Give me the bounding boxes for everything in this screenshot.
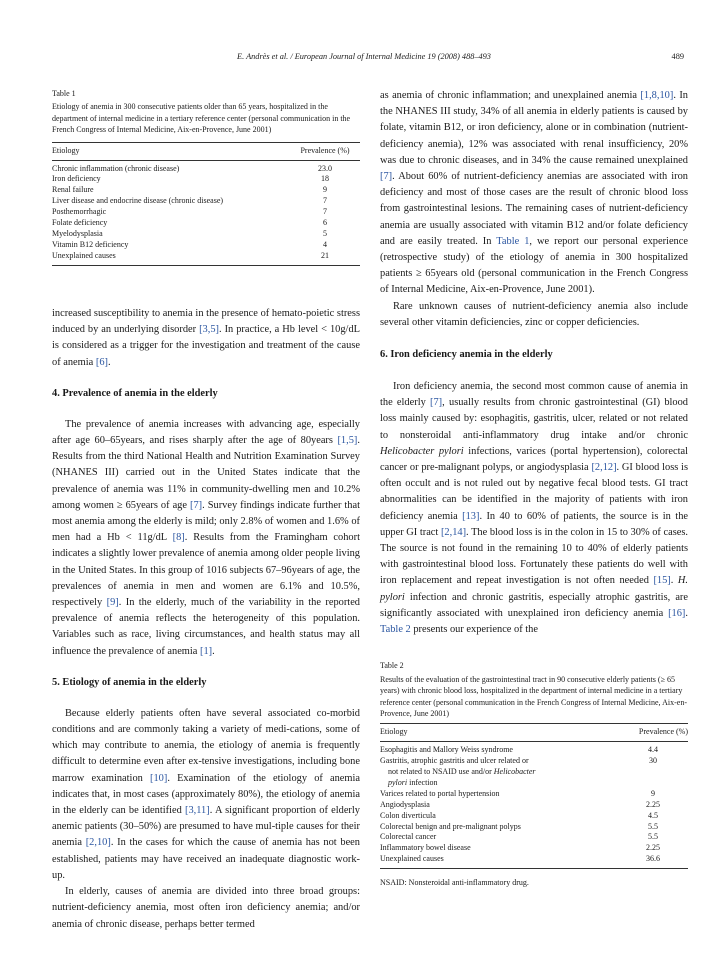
- text-run: . In 40 to 60% of patients, the source is in the upper GI tract: [380, 510, 688, 538]
- table-2-col-etiology: Etiology: [380, 724, 618, 742]
- text-run: . GI blood loss is often occult and is not ruled out by negative fecal blood tests. GI tract abnormalities can be identified in the majority of patients with iron deficiency anemia: [380, 462, 688, 522]
- text-run: .: [685, 607, 688, 619]
- citation-link[interactable]: [7]: [430, 397, 443, 409]
- table-2-label: Table 2: [380, 661, 404, 671]
- citation-link[interactable]: [15]: [653, 575, 671, 587]
- table-row: [52, 251, 360, 265]
- etiology-cell: Varices related to portal hypertension: [380, 788, 500, 798]
- table-row: [380, 742, 688, 756]
- citation-link[interactable]: [16]: [668, 607, 686, 619]
- text-run: not related to NSAID use and/or: [388, 767, 494, 777]
- text-run: .: [212, 645, 215, 657]
- right-column: [380, 88, 688, 887]
- table-2-header-row: [380, 724, 688, 742]
- table-2-grid: [380, 723, 688, 869]
- citation-link[interactable]: [2,10]: [85, 837, 111, 849]
- etiology-cell: Posthemorrhagic: [52, 207, 107, 217]
- citation-link[interactable]: [1]: [200, 645, 213, 657]
- table-row: [52, 174, 360, 185]
- paragraph-rare-causes: Rare unknown causes of nutrient-deficiency anemia also include several other vitamin deficiencies, zinc or copper deficiencies.: [380, 300, 688, 328]
- table-2-link[interactable]: Table 2: [380, 624, 411, 636]
- etiology-cell: Colon diverticula: [380, 810, 436, 820]
- prevalence-cell: 18: [321, 174, 329, 184]
- text-run: . In practice, a Hb level < 10g/dL is considered as a trigger for the investigation and treatment of the cause of anemia: [52, 324, 360, 368]
- text-run: Because elderly patients often have several associated co-morbid conditions and are commonly taking a variety of medi-cations, some of which may contribute to anemia, the etiology of anemia is frequently difficult to determine even after ex-tensive investigations, including bone marrow examination: [52, 707, 360, 784]
- prevalence-cell: 4.4: [648, 745, 658, 755]
- section-4-heading: 4. Prevalence of anemia in the elderly: [52, 387, 218, 399]
- text-run: , usually results from chronic gastrointestinal (GI) blood loss mainly caused by: esophagitis, gastritis, ulcer, related or not related to nonsteroidal anti-inflammatory drug intake and/or chronic: [380, 397, 688, 441]
- section-4-paragraph: [52, 417, 360, 660]
- citation-link[interactable]: [10]: [150, 772, 168, 784]
- prevalence-cell: 5: [323, 228, 327, 238]
- table-row: [380, 800, 688, 811]
- etiology-cell: Angiodysplasia: [380, 799, 430, 809]
- text-run: . In the cases for which the cause of anemia has not been established, patients may have received an inadequate diagnostic work-up.: [52, 837, 360, 881]
- citation-link[interactable]: [9]: [106, 597, 119, 609]
- etiology-cell: Vitamin B12 deficiency: [52, 239, 129, 249]
- section-5-paragraph-2: In elderly, causes of anemia are divided into three broad groups: nutrient-deficiency anemia, most often iron deficiency anemia; and/or anemia of chronic disease, perhaps better termed: [52, 886, 360, 930]
- etiology-cell: Iron deficiency: [52, 174, 101, 184]
- text-run: as anemia of chronic inflammation; and unexplained anemia: [380, 90, 641, 101]
- etiology-cell: [380, 756, 618, 789]
- prevalence-cell: 21: [290, 251, 360, 265]
- table-1: [52, 88, 360, 280]
- text-run: .: [670, 575, 678, 587]
- text-run: . About 60% of nutrient-deficiency anemias are associated with iron deficiency and most of those cases are the result of chronic blood loss from gastrointestinal lesions. The remaining cases of nutrient-deficiency anemia are usually associated with vitamin B12 and/or folate deficiency and are easily treated. In: [380, 171, 688, 247]
- text-run: infection: [407, 777, 438, 787]
- table-1-caption: [52, 88, 360, 136]
- table-1-label: Table 1: [52, 89, 76, 98]
- prevalence-cell: 23.0: [318, 163, 332, 173]
- table-row: [52, 185, 360, 196]
- etiology-line: [380, 778, 618, 789]
- prevalence-cell: 9: [323, 185, 327, 195]
- text-run: .: [107, 356, 111, 368]
- left-column: [52, 88, 360, 933]
- citation-link[interactable]: [2,12]: [591, 462, 617, 474]
- etiology-line: Gastritis, atrophic gastritis and ulcer related or: [380, 756, 529, 766]
- table-row: [380, 789, 688, 800]
- text-run: . In the elderly, much of the variability in the reported prevalence of anemia reflects the heterogeneity of this population. Variables such as race, living circumstances, and health status may all influence the prevalence of anemia: [52, 597, 360, 657]
- text-run: presents our experience of the: [410, 624, 538, 636]
- table-1-link[interactable]: Table 1: [496, 235, 530, 247]
- text-run: infection and chronic gastritis, especially atrophic gastritis, are significantly associated with unexplained iron deficiency anemia: [380, 591, 688, 619]
- table-row: [380, 832, 688, 843]
- table-1-grid: [52, 142, 360, 266]
- etiology-cell: Unexplained causes: [52, 251, 290, 265]
- table-2-caption-text: Results of the evaluation of the gastrointestinal tract in 90 consecutive elderly patients (≥ 65 years) with chronic blood loss, hospitalized in the department of internal medicine in a tertiary reference center (personal communication in the French Congress of Internal Medicine, Aix-en-Provence, June 2001): [380, 674, 687, 718]
- text-run: . A significant proportion of elderly anemic patients (30–50%) are presumed to have mul-tiple causes for their anemia: [52, 805, 360, 849]
- citation-link[interactable]: [2,14]: [440, 526, 467, 538]
- page-number: 489: [671, 52, 684, 61]
- table-2-caption: [380, 660, 688, 719]
- text-run: . Survey findings indicate further that most anemia among the elderly is mild; only 2.8% of women and 1.6% of men had a Hb < 11g/dL: [52, 499, 360, 544]
- citation-link[interactable]: [3,5]: [199, 324, 219, 336]
- table-1-header-row: [52, 142, 360, 160]
- text-run: . Results from the Framingham cohort indicates a slightly lower prevalence of anemia among older people living in the United States. In this group of 1016 subjects 67–96years of age, the prevalences of anemia in men and women are 6.1% and 10.5%, respectively: [52, 532, 360, 609]
- prevalence-cell: 4: [323, 239, 327, 249]
- etiology-cell: Unexplained causes: [380, 854, 618, 868]
- species-name: H. pylori: [380, 575, 688, 603]
- species-name: Helicobacter: [493, 767, 536, 777]
- etiology-cell: Myelodysplasia: [52, 228, 103, 238]
- table-2-footnote: NSAID: Nonsteroidal anti-inflammatory drug.: [380, 878, 529, 888]
- prevalence-cell: 36.6: [618, 854, 688, 868]
- table-row: [52, 240, 360, 251]
- text-run: Iron deficiency anemia, the second most common cause of anemia in the elderly: [380, 381, 688, 409]
- text-run: . In the NHANES III study, 34% of all anemia in elderly patients is caused by folate, vitamin B12, or iron deficiency, alone or in combination (nutrient-deficiency anemia), 12% was associated with renal insufficiency, 20% was due to chronic diseases, and in 34% the cause remained unexplained: [380, 90, 688, 166]
- paragraph-continuation-right: [380, 88, 688, 299]
- prevalence-cell: 4.5: [648, 810, 658, 820]
- table-row: [52, 218, 360, 229]
- prevalence-cell: 9: [651, 788, 655, 798]
- etiology-cell: Inflammatory bowel disease: [380, 843, 471, 853]
- running-title: E. Andrès et al. / European Journal of Internal Medicine 19 (2008) 488–493: [237, 52, 491, 61]
- citation-link[interactable]: [7]: [190, 499, 203, 511]
- table-row: [52, 160, 360, 174]
- table-row: [52, 229, 360, 240]
- table-row: [380, 854, 688, 868]
- prevalence-cell: 5.5: [648, 832, 658, 842]
- species-name: pylori: [388, 777, 408, 787]
- running-head: [0, 52, 728, 66]
- etiology-cell: Renal failure: [52, 185, 94, 195]
- citation-link[interactable]: [1,8,10]: [640, 90, 674, 101]
- citation-link[interactable]: [6]: [95, 356, 108, 368]
- section-6-paragraph: [380, 379, 688, 638]
- text-run: increased susceptibility to anemia in the presence of hemato-poietic stress induced by an underlying disorder: [52, 308, 360, 336]
- etiology-cell: Colorectal cancer: [380, 832, 437, 842]
- citation-link[interactable]: [13]: [462, 510, 480, 522]
- prevalence-cell: 5.5: [648, 821, 658, 831]
- etiology-cell: Colorectal benign and pre-malignant polyps: [380, 821, 521, 831]
- etiology-cell: Esophagitis and Mallory Weiss syndrome: [380, 745, 513, 755]
- text-run: , we report our personal experience (retrospective study) of the etiology of anemia in 300 hospitalized patients ≥ 65years old (personal communication in the French Congress of Internal Medicine, Aix-en-Provence, June 2001).: [380, 235, 688, 296]
- table-row: [380, 756, 688, 789]
- prevalence-cell: 6: [323, 218, 327, 228]
- text-run: . Examination of the etiology of anemia indicates that, in most cases (approximately 80%), the etiology of anemia in the elderly can be identified: [52, 772, 361, 817]
- section-5-heading: 5. Etiology of anemia in the elderly: [52, 676, 207, 688]
- paragraph-continuation: [52, 306, 360, 371]
- section-6-heading: 6. Iron deficiency anemia in the elderly: [380, 349, 553, 361]
- prevalence-cell: 2.25: [646, 799, 660, 809]
- section-5-paragraph: [52, 706, 360, 884]
- text-run: . The blood loss is in the colon in 15 to 30% of cases. The source is not found in the remaining 10 to 40% of elderly patients with gastrointestinal blood loss. Fortunately these patients do well with iron replacement and repeat investigation is not often needed: [380, 526, 689, 587]
- table-1-caption-text: Etiology of anemia in 300 consecutive patients older than 65 years, hospitalized in the department of internal medicine in a tertiary reference center (personal communication in the French Congress of Internal Medicine, Aix-en-Provence, June 2001): [52, 102, 351, 135]
- prevalence-cell: 7: [323, 207, 327, 217]
- citation-link[interactable]: [1,5]: [337, 435, 358, 447]
- citation-link[interactable]: [8]: [172, 532, 185, 544]
- table-1-col-prevalence: Prevalence (%): [290, 142, 360, 160]
- prevalence-cell: 7: [323, 196, 327, 206]
- text-run: . Results from the third National Health and Nutrition Examination Survey (NHANES III) carried out in the United States indicate that the prevalence of anemia was 11% in community-dwelling men and 10.2% among women ≥ 65years of age: [52, 435, 360, 511]
- table-row: [380, 843, 688, 854]
- table-2-col-prevalence: Prevalence (%): [618, 724, 688, 742]
- table-row: [380, 811, 688, 822]
- etiology-cell: Chronic inflammation (chronic disease): [52, 163, 180, 173]
- etiology-line: [380, 767, 618, 778]
- prevalence-cell: 30: [649, 756, 657, 766]
- prevalence-cell: 2.25: [646, 843, 660, 853]
- table-row: [52, 196, 360, 207]
- etiology-cell: Liver disease and endocrine disease (chronic disease): [52, 196, 224, 206]
- species-name: Helicobacter pylori: [380, 445, 464, 457]
- table-1-col-etiology: Etiology: [52, 142, 290, 160]
- table-row: [380, 822, 688, 833]
- etiology-cell: Folate deficiency: [52, 218, 108, 228]
- text-run: The prevalence of anemia increases with advancing age, especially after age 60–65years, and rises sharply after the age of 80years: [52, 418, 360, 447]
- text-run: infections, varices (portal hypertension), colorectal cancer or pre-malignant polyps, or angiodysplasia: [380, 445, 688, 474]
- citation-link[interactable]: [7]: [380, 171, 393, 183]
- table-2: [380, 660, 688, 887]
- citation-link[interactable]: [3,11]: [184, 805, 210, 817]
- table-row: [52, 207, 360, 218]
